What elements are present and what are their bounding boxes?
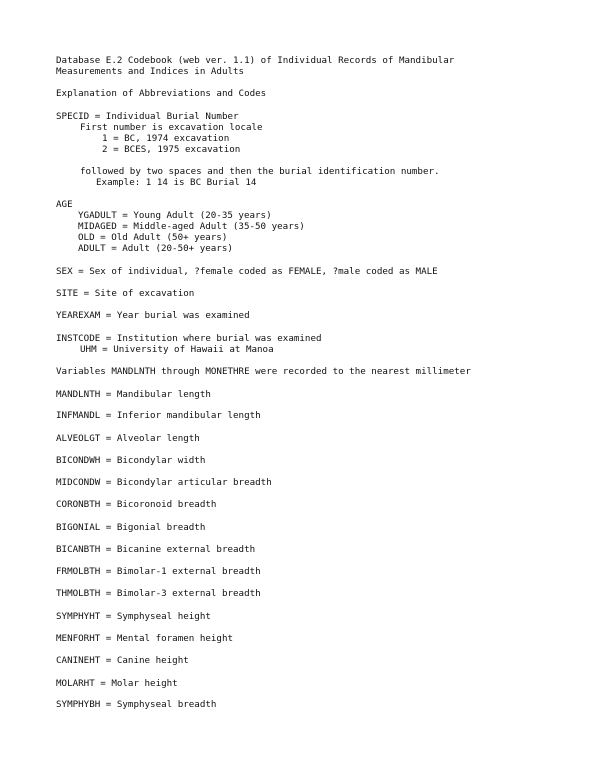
- age-label: AGE: [56, 199, 73, 210]
- specid-followed-by: followed by two spaces and then the burial identification number.: [80, 166, 440, 177]
- variable-mandlnth: MANDLNTH = Mandibular length: [56, 389, 211, 400]
- specid-example: Example: 1 14 is BC Burial 14: [96, 177, 257, 188]
- title-line-1: Database E.2 Codebook (web ver. 1.1) of Individual Records of Mandibular: [56, 55, 455, 66]
- variable-bigonial: BIGONIAL = Bigonial breadth: [56, 522, 206, 533]
- variable-canineht: CANINEHT = Canine height: [56, 655, 189, 666]
- title-line-2: Measurements and Indices in Adults: [56, 66, 245, 77]
- instcode-label: INSTCODE = Institution where burial was examined: [56, 333, 322, 344]
- site-definition: SITE = Site of excavation: [56, 288, 195, 299]
- variable-infmandl: INFMANDL = Inferior mandibular length: [56, 410, 261, 421]
- age-code-midaged: MIDAGED = Middle-aged Adult (35-50 years): [78, 221, 305, 232]
- explanation-heading: Explanation of Abbreviations and Codes: [56, 88, 267, 99]
- variable-bicanbth: BICANBTH = Bicanine external breadth: [56, 544, 256, 555]
- variable-symphyht: SYMPHYHT = Symphyseal height: [56, 611, 211, 622]
- specid-first-number: First number is excavation locale: [80, 122, 263, 133]
- variable-menforht: MENFORHT = Mental foramen height: [56, 633, 234, 644]
- sex-definition: SEX = Sex of individual, ?female coded as FEMALE, ?male coded as MALE: [56, 266, 438, 277]
- variable-frmolbth: FRMOLBTH = Bimolar-1 external breadth: [56, 566, 261, 577]
- yearexam-definition: YEAREXAM = Year burial was examined: [56, 310, 250, 321]
- variable-coronbth: CORONBTH = Bicoronoid breadth: [56, 499, 217, 510]
- variable-symphybh: SYMPHYBH = Symphyseal breadth: [56, 699, 217, 710]
- variable-bicondwh: BICONDWH = Bicondylar width: [56, 455, 206, 466]
- age-code-adult: ADULT = Adult (20-50+ years): [78, 243, 233, 254]
- specid-code-1: 1 = BC, 1974 excavation: [102, 133, 230, 144]
- variables-note: Variables MANDLNTH through MONETHRE were recorded to the nearest millimeter: [56, 366, 471, 377]
- instcode-uhm: UHM = University of Hawaii at Manoa: [80, 344, 274, 355]
- variable-thmolbth: THMOLBTH = Bimolar-3 external breadth: [56, 588, 261, 599]
- age-code-ygadult: YGADULT = Young Adult (20-35 years): [78, 210, 272, 221]
- variable-midcondw: MIDCONDW = Bicondylar articular breadth: [56, 477, 272, 488]
- variable-alveolgt: ALVEOLGT = Alveolar length: [56, 433, 200, 444]
- variable-molarht: MOLARHT = Molar height: [56, 678, 178, 689]
- age-code-old: OLD = Old Adult (50+ years): [78, 232, 228, 243]
- specid-code-2: 2 = BCES, 1975 excavation: [102, 144, 241, 155]
- specid-label: SPECID = Individual Burial Number: [56, 111, 239, 122]
